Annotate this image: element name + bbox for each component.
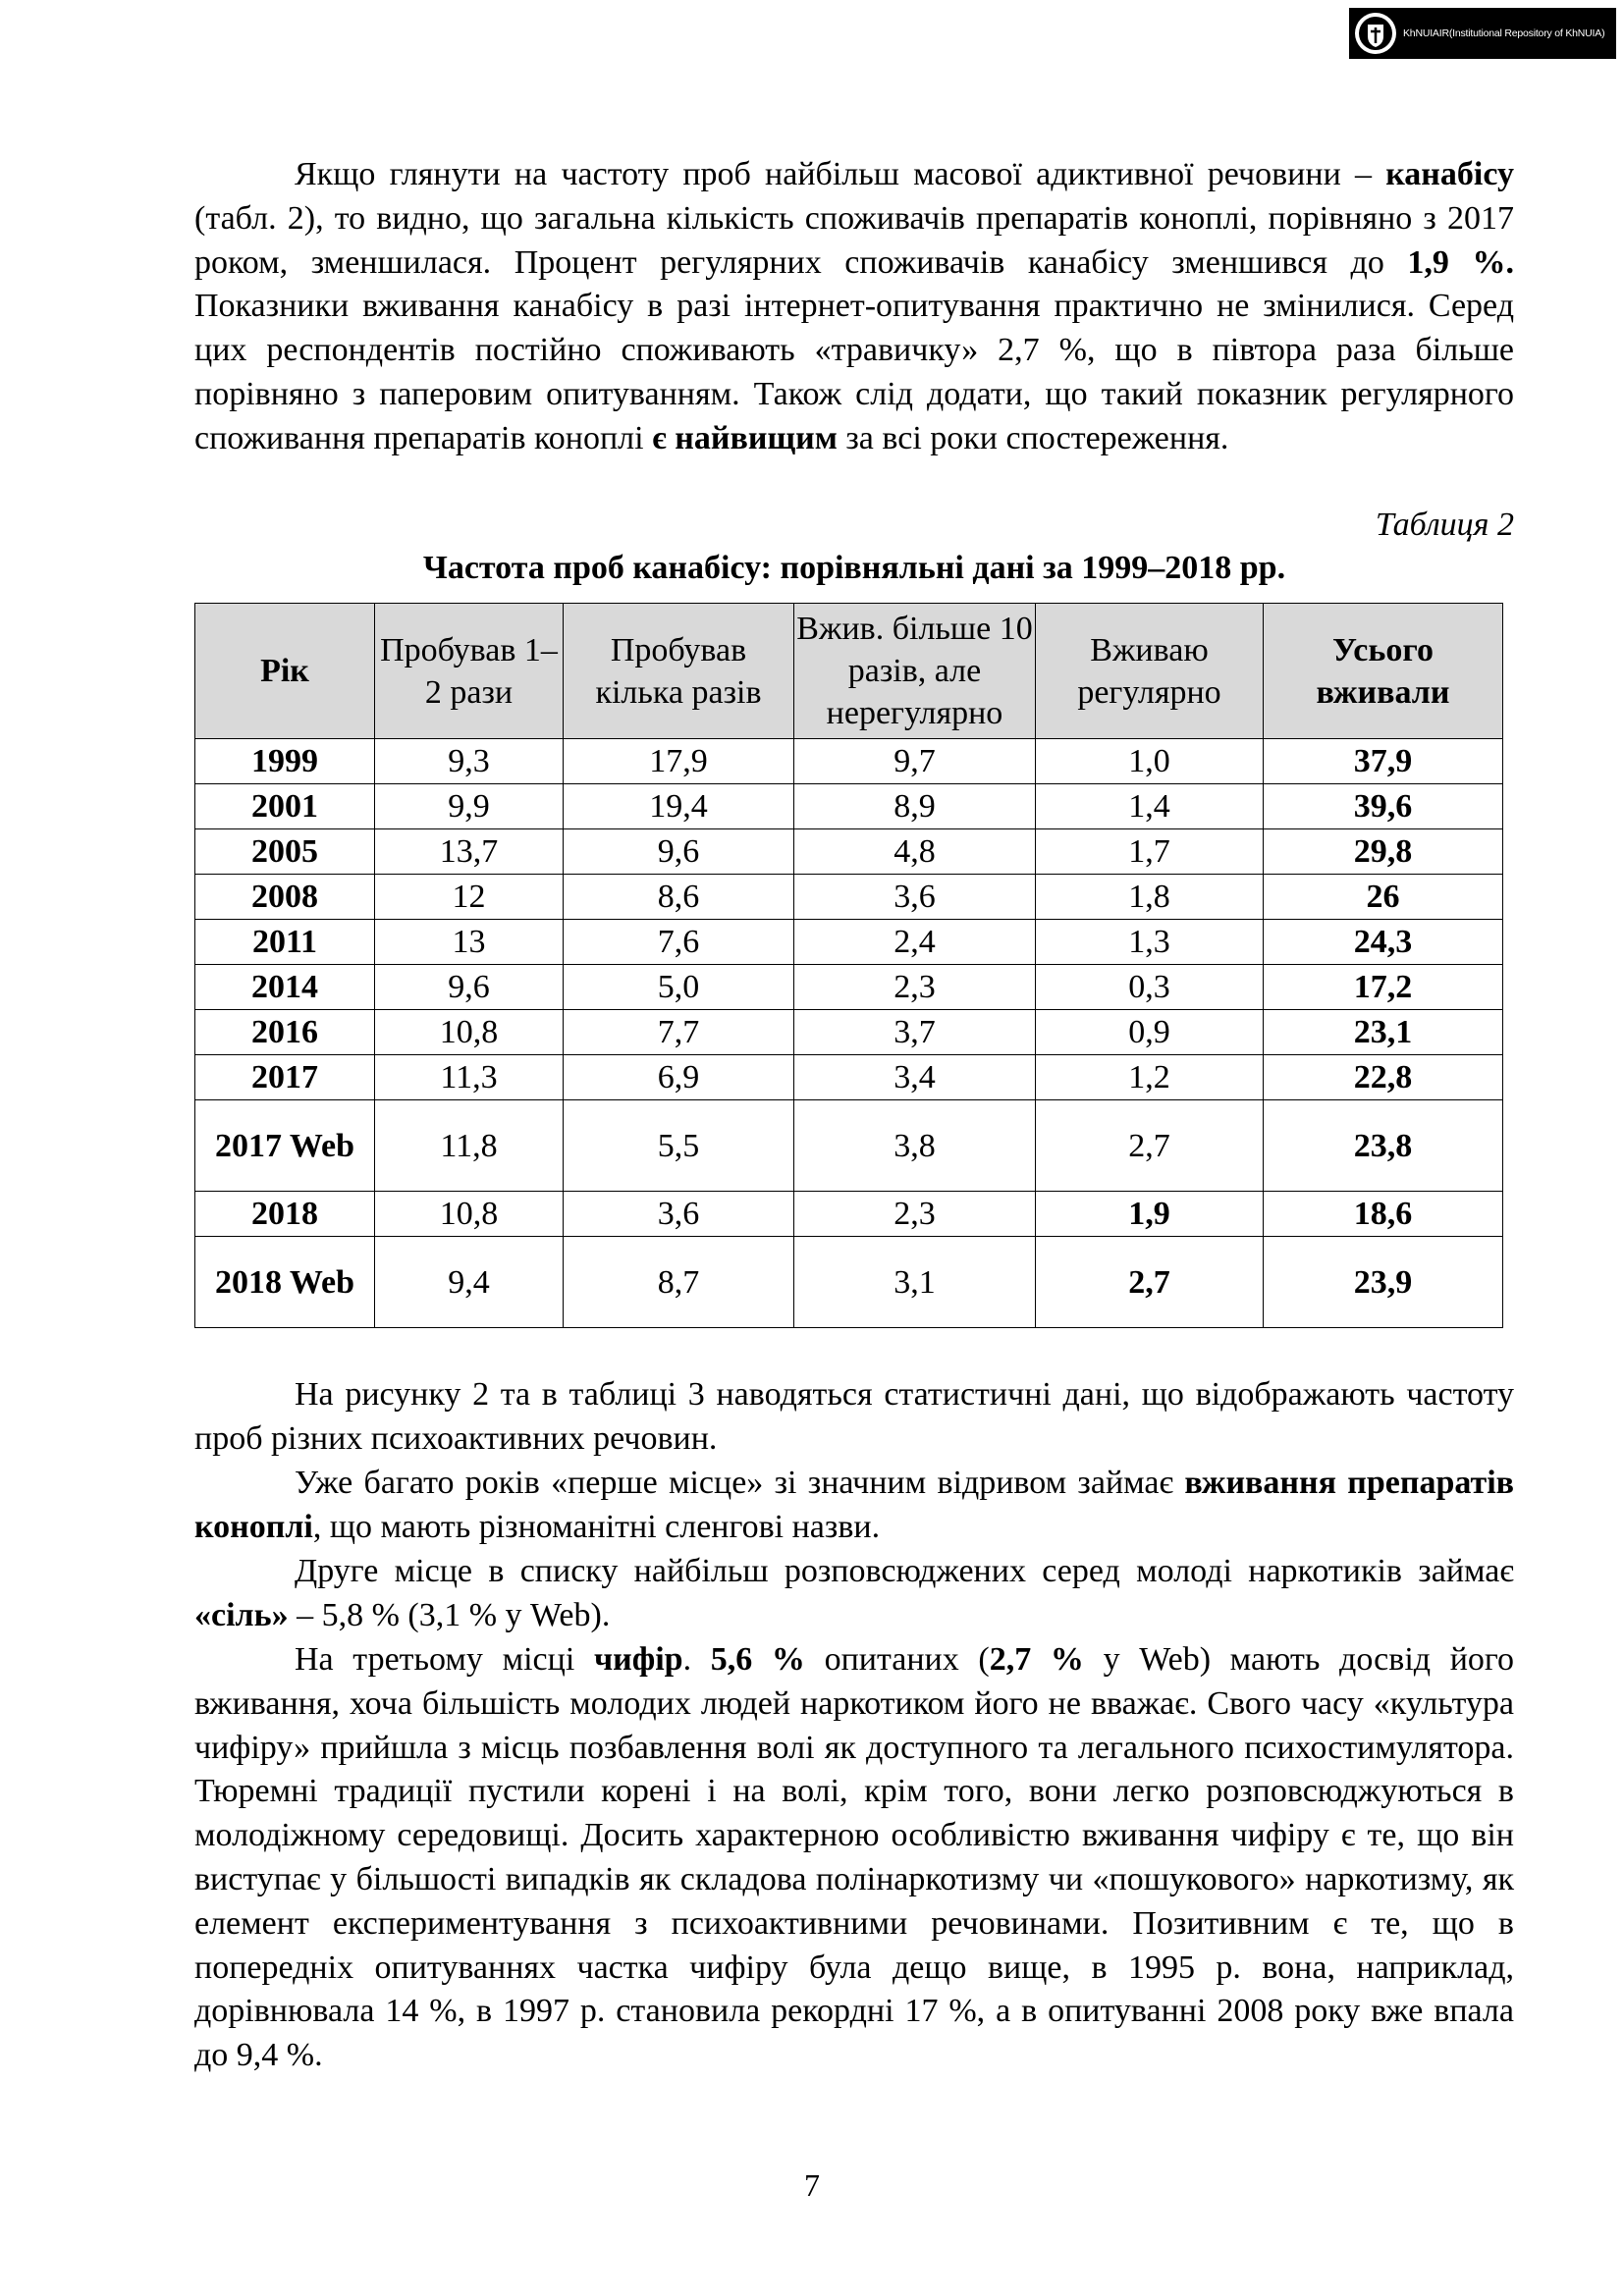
header-year: Рік <box>195 604 375 739</box>
cell-value: 1,8 <box>1036 875 1264 920</box>
table-row <box>195 784 1503 829</box>
cell-year: 2016 <box>195 1010 375 1055</box>
cell-value: 2,7 <box>1036 1100 1264 1192</box>
cell-value: 1,2 <box>1036 1055 1264 1100</box>
cell-value: 1,7 <box>1036 829 1264 875</box>
text-run: опитаних ( <box>804 1641 990 1678</box>
table-row <box>195 920 1503 965</box>
cell-value: 17,9 <box>564 739 794 784</box>
cell-value: 0,3 <box>1036 965 1264 1010</box>
cell-value: 2,3 <box>794 1192 1036 1237</box>
cell-value: 3,4 <box>794 1055 1036 1100</box>
cell-year: 2018 Web <box>195 1237 375 1328</box>
table-header-row <box>195 604 1503 739</box>
header-tried-1-2: Пробував 1–2 рази <box>375 604 564 739</box>
cell-value: 1,3 <box>1036 920 1264 965</box>
cell-value: 9,4 <box>375 1237 564 1328</box>
table-row <box>195 1055 1503 1100</box>
cell-total: 24,3 <box>1264 920 1503 965</box>
table-row <box>195 875 1503 920</box>
text-run: Уже багато років «перше місце» зі значним відривом займає <box>295 1465 1185 1501</box>
table-row <box>195 1192 1503 1237</box>
bold-run: 2,7 % <box>989 1641 1084 1678</box>
header-more-than-10: Вжив. більше 10 разів, але нерегулярно <box>794 604 1036 739</box>
cannabis-frequency-table <box>194 603 1503 1328</box>
cell-value: 6,9 <box>564 1055 794 1100</box>
cell-value: 9,6 <box>564 829 794 875</box>
text-run: Друге місце в списку найбільш розповсюджених серед молоді наркотиків займає <box>295 1553 1514 1589</box>
cell-value: 4,8 <box>794 829 1036 875</box>
cell-value: 8,6 <box>564 875 794 920</box>
text-run: за всі роки спостереження. <box>837 419 1229 456</box>
table-row <box>195 1237 1503 1328</box>
cell-value: 9,9 <box>375 784 564 829</box>
cell-year: 2008 <box>195 875 375 920</box>
cell-value: 19,4 <box>564 784 794 829</box>
cell-total: 23,1 <box>1264 1010 1503 1055</box>
repository-badge-text: KhNUIAIR(Institutional Repository of KhNUIA) <box>1403 27 1605 39</box>
bold-run: є найвищим <box>652 419 838 456</box>
cell-value: 8,9 <box>794 784 1036 829</box>
header-regular: Вживаю регулярно <box>1036 604 1264 739</box>
cell-value: 7,6 <box>564 920 794 965</box>
cell-year: 2018 <box>195 1192 375 1237</box>
cell-total: 18,6 <box>1264 1192 1503 1237</box>
university-crest-icon <box>1353 11 1398 56</box>
page-number: 7 <box>804 2167 820 2203</box>
bold-run: чифір <box>593 1641 683 1678</box>
paragraph-first-place <box>194 1462 1514 1550</box>
cell-year: 2014 <box>195 965 375 1010</box>
text-run: у Web) мають досвід його вживання, хоча більшість молодих людей наркотиком його не вважає. Свого часу «культура чифіру» прийшла з місць позбавлення волі як доступного та легального психостимулятора. Тюремні традиції пустили корені і на волі, крім того, вони легко розповсюджуються в молодіжному середовищі. Досить характерною особливістю вживання чифіру є те, що він виступає у більшості випадків як складова полінаркотизму чи «пошукового» наркотизму, як елемент експериментування з психоактивними речовинами. Позитивним є те, що в попередніх опитуваннях частка чифіру була дещо вище, в 1995 р. вона, наприклад, дорівнювала 14 %, в 1997 р. становила рекордні 17 %, а в опитуванні 2008 року вже впала до 9,4 %. <box>194 1641 1515 2074</box>
cell-total: 39,6 <box>1264 784 1503 829</box>
table-row <box>195 1100 1503 1192</box>
cell-value: 3,7 <box>794 1010 1036 1055</box>
bold-run: канабісу <box>1385 156 1514 192</box>
cell-value: 11,8 <box>375 1100 564 1192</box>
text-run: . <box>682 1641 711 1678</box>
repository-badge <box>1349 8 1616 59</box>
table-row <box>195 829 1503 875</box>
cell-value-emphasis: 2,7 <box>1036 1237 1264 1328</box>
header-total: Усього вживали <box>1264 604 1503 739</box>
cell-year: 2011 <box>195 920 375 965</box>
text-run: (табл. 2), то видно, що загальна кількість споживачів препаратів коноплі, порівняно з 2017 роком, зменшилася. Процент регулярних споживачів канабісу зменшився до <box>194 199 1514 281</box>
paragraph-second-place <box>194 1550 1514 1638</box>
table-label: Таблиця 2 <box>1375 507 1514 543</box>
cell-value: 13 <box>375 920 564 965</box>
bold-run: 1,9 %. <box>1407 243 1514 281</box>
cell-year: 1999 <box>195 739 375 784</box>
cell-total: 17,2 <box>1264 965 1503 1010</box>
cell-year: 2017 Web <box>195 1100 375 1192</box>
text-run: На рисунку 2 та в таблиці 3 наводяться статистичні дані, що відображають частоту проб різних психоактивних речовин. <box>194 1376 1514 1457</box>
cell-value: 5,0 <box>564 965 794 1010</box>
cell-value-emphasis: 1,9 <box>1036 1192 1264 1237</box>
cell-value: 10,8 <box>375 1192 564 1237</box>
text-run: Показники вживання канабісу в разі інтернет-опитування практично не змінилися. Серед цих респондентів постійно споживають «травичку» 2,7 %, що в півтора раза більше порівняно з паперовим опитуванням. Також слід додати, що такий показник регулярного споживання препаратів коноплі <box>194 288 1514 456</box>
table-title: Частота проб канабісу: порівняльні дані за 1999–2018 рр. <box>422 550 1286 586</box>
cell-value: 5,5 <box>564 1100 794 1192</box>
cell-value: 1,0 <box>1036 739 1264 784</box>
table-row <box>195 965 1503 1010</box>
paragraph-cannabis-intro <box>194 153 1514 461</box>
cell-year: 2001 <box>195 784 375 829</box>
cell-total: 23,8 <box>1264 1100 1503 1192</box>
cell-value: 2,3 <box>794 965 1036 1010</box>
bold-run: вживання препаратів коноплі <box>194 1465 1515 1545</box>
cell-value: 1,4 <box>1036 784 1264 829</box>
table-row <box>195 1010 1503 1055</box>
header-tried-several: Пробував кілька разів <box>564 604 794 739</box>
cell-value: 10,8 <box>375 1010 564 1055</box>
cell-value: 11,3 <box>375 1055 564 1100</box>
cell-total: 23,9 <box>1264 1237 1503 1328</box>
bold-run: «сіль» <box>194 1596 289 1633</box>
cell-value: 3,6 <box>564 1192 794 1237</box>
cell-value: 12 <box>375 875 564 920</box>
cell-value: 2,4 <box>794 920 1036 965</box>
cell-value: 8,7 <box>564 1237 794 1328</box>
cell-year: 2005 <box>195 829 375 875</box>
cell-total: 29,8 <box>1264 829 1503 875</box>
cell-value: 9,6 <box>375 965 564 1010</box>
cell-total: 26 <box>1264 875 1503 920</box>
cell-value: 13,7 <box>375 829 564 875</box>
cell-value: 3,8 <box>794 1100 1036 1192</box>
text-run: , що мають різноманітні сленгові назви. <box>312 1508 881 1545</box>
table-row <box>195 739 1503 784</box>
paragraph-figure-reference <box>194 1373 1514 1462</box>
cell-value: 9,3 <box>375 739 564 784</box>
cell-value: 9,7 <box>794 739 1036 784</box>
paragraph-third-place <box>194 1638 1514 2078</box>
cell-total: 37,9 <box>1264 739 1503 784</box>
cell-total: 22,8 <box>1264 1055 1503 1100</box>
cell-value: 3,1 <box>794 1237 1036 1328</box>
bold-run: 5,6 % <box>710 1641 805 1678</box>
cell-value: 7,7 <box>564 1010 794 1055</box>
text-run: На третьому місці <box>295 1641 594 1678</box>
cell-value: 0,9 <box>1036 1010 1264 1055</box>
text-run: – 5,8 % (3,1 % у Web). <box>288 1596 611 1633</box>
cell-value: 3,6 <box>794 875 1036 920</box>
cell-year: 2017 <box>195 1055 375 1100</box>
text-run: Якщо глянути на частоту проб найбільш масової адиктивної речовини – <box>295 156 1386 192</box>
